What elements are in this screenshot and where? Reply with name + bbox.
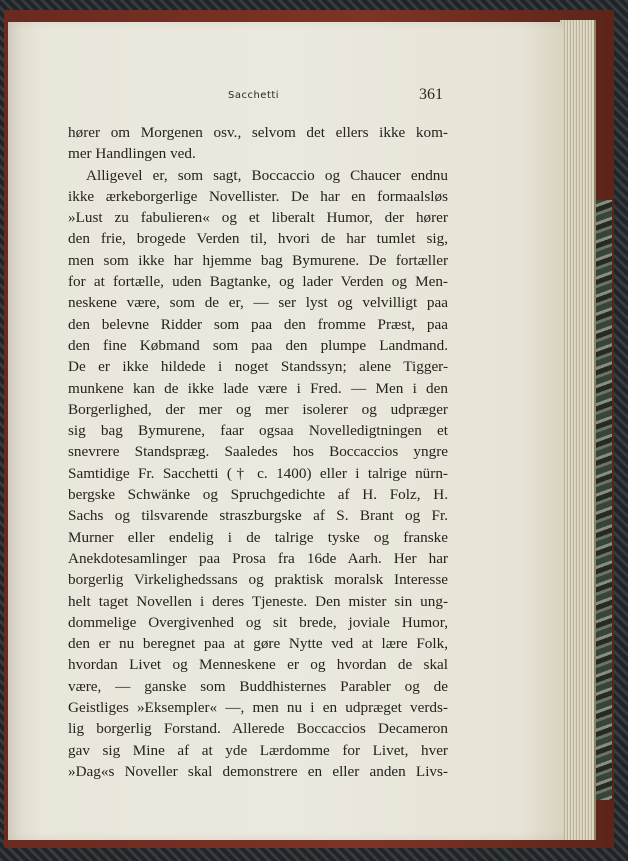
text-line: Borgerlighed, der mer og mer isolerer og udpræger [68, 400, 448, 418]
text-line: den belevne Ridder som paa den fromme Præst, paa [68, 315, 448, 333]
text-line: ikke ærkeborgerlige Novellister. De har en formaalsløs [68, 187, 448, 205]
text-line: Alligevel er, som sagt, Boccaccio og Chaucer endnu [86, 166, 448, 184]
text-line: hvordan Livet og Menneskene er og hvordan de skal [68, 656, 448, 674]
text-line: for at fortælle, uden Bagtanke, og lader Verden og Men- [68, 273, 448, 291]
text-line: bergske Schwänke og Spruchgedichte af H. Folz, H. [68, 486, 448, 504]
running-title: Sacchetti [228, 90, 280, 101]
text-line: neskene være, som de er, — ser lyst og velvilligt paa [68, 294, 448, 312]
text-line: være, — ganske som Buddhisternes Parabler og de [68, 677, 448, 695]
text-line: Sachs og tilsvarende straszburgske af S. Brant og Fr. [68, 507, 448, 525]
text-line: munkene kan de ikke lade være i Fred. — Men i den [68, 379, 448, 397]
text-line: den er nu beregnet paa at gøre Nytte ved at lære Folk, [68, 635, 448, 653]
text-line: Murner eller endelig i de talrige tyske og franske [68, 528, 448, 546]
text-line: gav sig Mine af at yde Lærdomme for Livet, hver [68, 741, 448, 759]
body-text [68, 122, 448, 782]
text-line: men som ikke har hjemme bag Bymurene. De fortæller [68, 251, 448, 269]
page-number: 361 [419, 86, 443, 103]
text-line: »Lust zu fabulieren« og et liberalt Humor, der hører [68, 209, 448, 227]
text-line: borgerlig Virkelighedssans og praktisk moralsk Interesse [68, 571, 448, 589]
text-line: lig borgerlig Forstand. Allerede Boccaccios Decameron [68, 720, 448, 738]
page-edges [560, 20, 596, 840]
text-line: Geistliges »Eksempler« —, men nu i en udpræget verds- [68, 699, 448, 717]
text-line: Samtidige Fr. Sacchetti († c. 1400) eller i talrige nürn- [68, 464, 448, 482]
text-line: sig bag Bymurene, faar ogsaa Novelledigtningen et [68, 422, 448, 440]
text-line: »Dag«s Noveller skal demonstrere en eller anden Livs- [68, 762, 448, 780]
text-line: helt taget Novellen i deres Tjeneste. Den mister sin ung- [68, 592, 448, 610]
text-line: den fine Købmand som paa den plumpe Landmand. [68, 336, 448, 354]
text-line: De er ikke hildede i noget Standssyn; alene Tigger- [68, 358, 448, 376]
text-line: mer Handlingen ved. [68, 145, 196, 163]
text-line: dommelige Overgivenhed og sit brede, joviale Humor, [68, 613, 448, 631]
text-line: den frie, brogede Verden til, hvori de har tumlet sig, [68, 230, 448, 248]
text-line: hører om Morgenen osv., selvom det ellers ikke kom- [68, 124, 448, 141]
text-line: snevrere Standspræg. Saaledes hos Boccaccios yngre [68, 443, 448, 461]
text-line: Anekdotesamlinger paa Prosa fra 16de Aarh. Her har [68, 549, 448, 567]
